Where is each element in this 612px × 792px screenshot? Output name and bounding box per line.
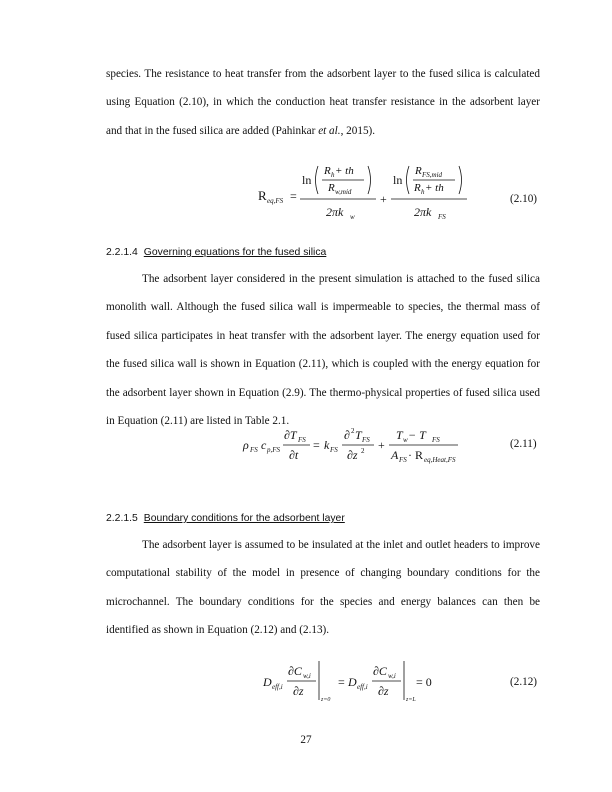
equation-2-11 xyxy=(0,420,612,470)
eq-d2-sup: 2 xyxy=(351,427,355,435)
equation-2-10 xyxy=(0,160,612,230)
eq-d2: ∂ xyxy=(344,428,350,442)
eq-ln-2: ln xyxy=(393,173,403,187)
page-number: 27 xyxy=(300,734,312,746)
paren-right-2 xyxy=(459,166,462,194)
eq-plus-th: + th xyxy=(335,165,354,177)
paren-left-2 xyxy=(407,166,410,194)
eq-r-sub: eq,Heat,FS xyxy=(424,456,456,464)
paren-right-1 xyxy=(368,166,371,194)
eq-d-2-sub: eff,i xyxy=(357,683,368,691)
eval-zl: z=L xyxy=(406,697,416,703)
eq-dc: ∂C xyxy=(288,664,302,678)
eq-rh-2: R xyxy=(414,182,421,194)
eq-equals: = xyxy=(313,438,320,452)
eq-d-sub: eff,i xyxy=(272,683,283,691)
eq-den-2-sub: FS xyxy=(438,213,446,221)
eq-a: A xyxy=(391,448,399,462)
eq-d-2: D xyxy=(348,675,357,689)
eq-tw: T xyxy=(396,428,403,442)
eq-dt: ∂t xyxy=(289,448,299,462)
eq-k: k xyxy=(324,438,330,452)
citation-etal: et al. xyxy=(318,124,341,137)
eq-equals-zero: = 0 xyxy=(416,675,432,689)
equation-number: (2.10) xyxy=(510,193,538,205)
eq-dc-sub: w,i xyxy=(303,672,311,680)
eq-dz2: ∂z xyxy=(347,448,358,462)
eq-plus: + xyxy=(378,438,385,452)
paragraph-fused-silica: The adsorbent layer considered in the present simulation is attached to the fused silica monolith wall. Although the fused silica wall is impermeable to species, the thermal mass of fused silica participates in heat transfer with the adsorbent layer. The energy equation used for the fused silica wall is shown in Equation (2.11), which is coupled with the energy equation for the adsorbent layer shown in Equation (2.9). The thermo-physical properties of fused silica used in Equation (2.11) are listed in Table 2.1. xyxy=(106,273,540,428)
eq-equals: = xyxy=(290,189,297,203)
eq-dz-2: ∂z xyxy=(378,684,389,698)
eq-a-sub: FS xyxy=(399,456,407,464)
equation-number: (2.11) xyxy=(510,438,537,450)
section-title: Governing equations for the fused silica xyxy=(143,247,327,258)
eq-rwmid: R xyxy=(328,182,335,194)
eq-dot-r: · R xyxy=(408,448,423,462)
eq-minus-t: − T xyxy=(408,428,426,442)
section-heading-boundary xyxy=(106,513,345,524)
eq-plus: + xyxy=(380,192,387,206)
eq-rfsmid-sub: FS,mid xyxy=(422,171,443,179)
eq-rh-sub: h xyxy=(331,171,335,179)
eq-equals: = xyxy=(338,675,345,689)
eq-k-sub: FS xyxy=(330,446,338,454)
eq-dT: ∂T xyxy=(284,428,297,442)
paren-left-1 xyxy=(316,166,319,194)
eq-dc-2: ∂C xyxy=(373,664,387,678)
eq-lhs-r: R xyxy=(258,188,267,203)
eq-tfs-sub: FS xyxy=(432,436,440,444)
eq-dT-sub: FS xyxy=(298,436,306,444)
eq-rho: ρ xyxy=(243,438,249,452)
eq-rfsmid: R xyxy=(415,165,422,177)
eq-den-1-sub: w xyxy=(350,213,355,221)
eq-lhs-sub: eq,FS xyxy=(267,197,284,205)
section-number: 2.2.1.5 xyxy=(106,513,138,524)
eq-c-sub: p,FS xyxy=(267,446,281,454)
eq-tw-sub: w xyxy=(403,436,408,444)
eval-z0: z=0 xyxy=(321,697,331,703)
eq-rho-sub: FS xyxy=(250,446,258,454)
eq-rwmid-sub: w,mid xyxy=(335,188,352,196)
paragraph-text-end: , 2015). xyxy=(340,124,376,137)
eq-rh-2-sub: h xyxy=(421,188,425,196)
eq-den-2: 2πk xyxy=(414,205,432,219)
section-number: 2.2.1.4 xyxy=(106,247,138,258)
eq-dc-2-sub: w,i xyxy=(388,672,396,680)
eq-plus-th-2: + th xyxy=(425,182,444,194)
section-heading-fused-silica xyxy=(106,247,326,258)
eq-ln-1: ln xyxy=(302,173,312,187)
section-title: Boundary conditions for the adsorbent layer xyxy=(143,513,345,524)
eq-den-1: 2πk xyxy=(326,205,344,219)
equation-2-12 xyxy=(0,656,612,706)
eq-dz2-sup: 2 xyxy=(361,447,365,455)
eq-dz: ∂z xyxy=(293,684,304,698)
eq-d2-T-sub: FS xyxy=(362,436,370,444)
equation-number: (2.12) xyxy=(510,676,538,688)
eq-c: c xyxy=(261,438,267,452)
paragraph-resistance xyxy=(106,60,540,145)
eq-rh: R xyxy=(324,165,331,177)
eq-d2-T: T xyxy=(355,428,362,442)
paragraph-boundary: The adsorbent layer is assumed to be insulated at the inlet and outlet headers to improve computational stability of the model in presence of changing boundary conditions for the microchannel. The boundary conditions for the species and energy balances can then be identified as shown in Equation (2.12) and (2.13). xyxy=(106,539,540,637)
eq-d: D xyxy=(263,675,272,689)
paragraph-text: species. The resistance to heat transfer from the adsorbent layer to the fused silica is calculated using Equation (2.10), in which the conduction heat transfer resistance in the adsorbent layer and that in the fused silica are added (Pahinkar xyxy=(106,68,540,137)
